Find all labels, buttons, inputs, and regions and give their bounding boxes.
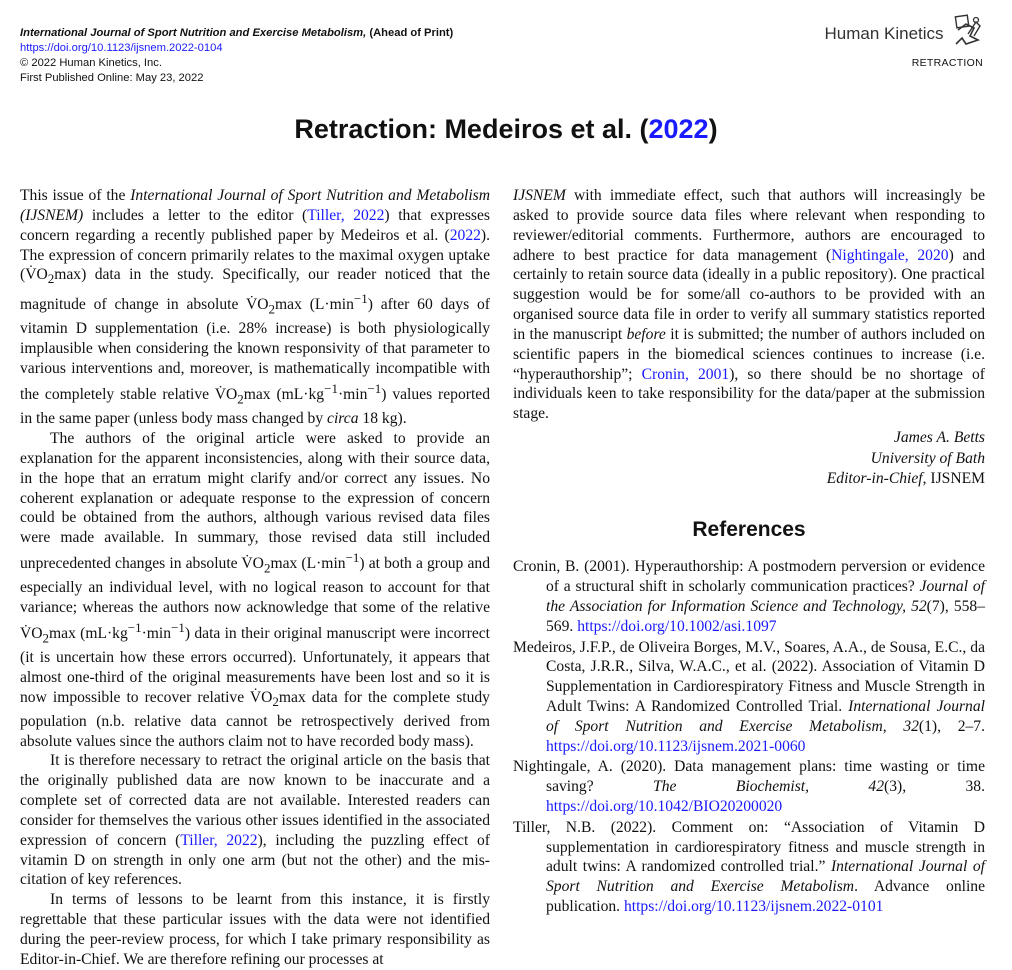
citation-link[interactable]: Tiller, 2022 [307,206,385,224]
article-title: Retraction: Medeiros et al. (2022) [294,114,718,144]
paragraph-4-continued: IJSNEM with immediate effect, such that authors will increasingly be asked to provide source data files where relevant when responding to reviewer/editorial comments. Furthermore, authors are encouraged to adhere to best practice for data management (Nightingale, 2020) and certainly to retain source data (ideally in a public repository). One practical suggestion would be for some/all co-authors to be provided with an organised source data file in order to verify all summary statistics reported in the manuscript before it is submitted; the number of authors included on scientific papers in the biomedical sciences continues to increase (i.e. “hyperauthorship”; Cronin, 2001), so there should be no shortage of individuals keen to take responsibility for the data/paper at the submission stage. [513,187,985,423]
article-doi-link[interactable]: https://doi.org/10.1123/ijsnem.2022-0104 [20,42,223,54]
reference-doi-link[interactable]: https://doi.org/10.1002/asi.1097 [577,617,777,635]
journal-title-line [20,26,453,41]
body-left-column [20,186,490,970]
paragraph-4-start: In terms of lessons to be learnt from this instance, it is firstly regrettable that these particular issues with the data were not identified during the peer-review process, for which I take primary responsibility as Editor-in-Chief. We are therefore refining our processes at [20,891,490,968]
reference-doi-link[interactable]: https://doi.org/10.1123/ijsnem.2021-0060 [546,737,806,755]
references-heading: References [692,517,806,541]
published-date: First Published Online: May 23, 2022 [20,72,204,84]
paragraph-1: This issue of the International Journal of Sport Nutrition and Metabolism (IJSNEM) includes a letter to the editor (Tiller, 2022) that expresses concern regarding a recently published paper by Medeiros et al. (2022). The expression of concern primarily relates to the maximal oxygen uptake $(V̇O_2\max)$ data in the study. Specifically, our reader noticed that the magnitude of change in absolute $V̇O_2\max$ $(L\cdot\min^{-1})$ after 60 days of vitamin D supplementation (i.e. 28% increase) is both physiologically implausible when considering the known responsivity of that parameter to various interventions and, moreover, is mathematically incompatible with the completely stable relative $V̇O_2\max$ $(mL\cdot kg^{-1}\cdot\min^{-1})$ values reported in the same paper (unless body mass changed by circa 18 kg). [20,187,491,428]
signature-name: James A. Betts [893,429,985,447]
article-type-label: RETRACTION [911,57,983,69]
journal-title: International Journal of Sport Nutrition and Exercise Metabolism, [20,27,367,39]
print-status: (Ahead of Print) [366,27,454,39]
publisher-block [824,14,984,69]
reference-item: Cronin, B. (2001). Hyperauthorship: A postmodern perversion or evidence of a structural shift in scholarly communication practices? Journal of the Association for Information Science and Technology, 52(7), 558–569. https://doi.org/10.1002/asi.1097 [513,558,986,635]
reference-item: Nightingale, A. (2020). Data management plans: time wasting or time saving? The Biochemist, 42(3), 38. https://doi.org/10.1042/BIO20200020 [513,758,985,816]
body-right-column [513,186,985,918]
citation-link[interactable]: Cronin, 2001 [641,365,730,383]
signature-role: Editor-in-Chief, IJSNEM [826,470,985,488]
signature-affiliation: University of Bath [870,449,985,467]
paragraph-3: It is therefore necessary to retract the original article on the basis that the originally published data are now known to be inaccurate and a complete set of corrected data are not available. Interested readers can consider for themselves the various other issues identified in the associated expression of concern (Tiller, 2022), including the puzzling effect of vitamin D on strength in only one arm (but not the other) and the mis-citation of key references. [20,752,491,889]
journal-header [20,26,453,86]
title-year-link[interactable]: 2022 [648,114,709,144]
reference-doi-link[interactable]: https://doi.org/10.1042/BIO20200020 [546,798,783,816]
publisher-name: Human Kinetics [824,23,944,43]
reference-item: Medeiros, J.F.P., de Oliveira Borges, M.V., Soares, A.A., de Sousa, E.C., da Costa, J.R.R., Silva, W.A.C., et al. (2022). Association of Vitamin D Supplementation in Cardiorespiratory Fitness and Muscle Strength in Adult Twins: A Randomized Controlled Trial. International Journal of Sport Nutrition and Exercise Metabolism, 32(1), 2–7. https://doi.org/10.1123/ijsnem.2021-0060 [513,638,985,755]
reference-item: Tiller, N.B. (2022). Comment on: “Association of Vitamin D supplementation in cardiorespiratory fitness and muscle strength in adult twins: A randomized controlled trial.” International Journal of Sport Nutrition and Exercise Metabolism. Advance online publication. https://doi.org/10.1123/ijsnem.2022-0101 [513,818,985,916]
citation-link[interactable]: Tiller, 2022 [180,831,258,849]
citation-link[interactable]: Nightingale, 2020 [831,246,949,264]
signature-block [513,428,985,490]
human-kinetics-logo-icon [952,14,984,53]
citation-link[interactable]: 2022 [449,226,481,244]
paragraph-2: The authors of the original article were asked to provide an explanation for the apparent inconsistencies, along with their source data, in the hope that an erratum might clarify and/or correct any issues. No coherent explanation or adequate response to the expression of concern could be obtained from the authors, although various revised data files were made available. In summary, those revised data still included unprecedented changes in absolute $V̇O_2\max$ $(L\cdot\min^{-1})$ at both a group and especially an individual level, with no logical reason to account for that variance; whereas the authors now acknowledge that some of the relative $V̇O_2\max$ $(mL\cdot kg^{-1}\cdot\min^{-1})$ data in their original manuscript were incorrect (it is uncertain how these errors occurred). Unfortunately, it appears that almost one-third of the original measurements have been lost and so it is now impossible to recover relative $V̇O_2\max$ data for the complete study population (n.b. relative data cannot be retrospectively derived from absolute values since the authors claim not to have recorded body mass). [20,429,490,750]
copyright: © 2022 Human Kinetics, Inc. [20,57,162,69]
reference-doi-link[interactable]: https://doi.org/10.1123/ijsnem.2022-0101 [623,898,884,916]
